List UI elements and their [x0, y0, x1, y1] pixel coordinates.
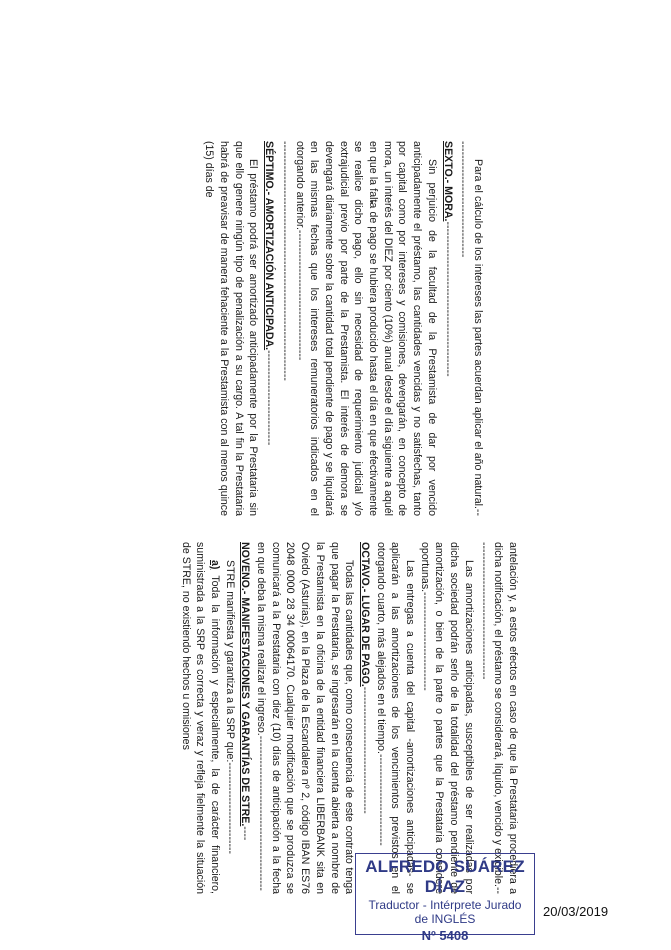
text-column-right — [178, 542, 520, 894]
heading-septimo-title: SÉPTIMO.- AMORTIZACIÓN ANTICIPADA. — [263, 141, 276, 351]
translator-stamp — [355, 853, 535, 943]
heading-noveno-title: NOVENO.- MANIFESTACIONES Y GARANTÍAS DE STRE. — [239, 542, 252, 827]
heading-sexto — [440, 141, 455, 516]
paragraph-amortizaciones-anticipadas: Las amortizaciones anticipadas, susceptibles de ser realizadas por dicha sociedad podrán serlo de la totalidad del préstamo pendiente de amortización, o bien de la parte o partes que la Prestataria considere oportunas.---------------------------- — [418, 542, 475, 894]
heading-sexto-title: SEXTO.- MORA. — [441, 141, 454, 222]
heading-septimo — [261, 141, 276, 516]
paragraph-antelacion: antelación y, a estos efectos en caso de que la Prestataria procediera a dicha notificación, el préstamo se considerará, líquido, vencido y exigible.----------------------------------------- — [477, 542, 519, 894]
stamp-role: Traductor - Intérprete Jurado — [368, 898, 522, 912]
text-column-left — [202, 141, 485, 516]
stamp-number: Nº 5408 — [421, 928, 469, 943]
stamp-language: de INGLÉS — [414, 912, 476, 926]
heading-noveno — [238, 542, 253, 894]
document-date: 20/03/2019 — [543, 904, 609, 919]
heading-octavo — [357, 542, 372, 894]
heading-noveno-fill: ---- — [239, 826, 252, 841]
heading-septimo-fill: --------------------------- — [263, 350, 276, 446]
heading-sexto-fill: -------------------------------------------- — [441, 221, 454, 377]
dash-fill-line: -------------------------------------------------------------------- — [278, 141, 291, 381]
item-a-text: Toda la información y especialmente, la de carácter financiero, suministrada a la SRP es correcta y veraz y refleja fielmente la situación de STRE, no existiendo hechos u omisiones — [179, 542, 221, 894]
paragraph-calculo: Para el cálculo de los intereses las partes acuerdan aplicar el año natural.----------------------------------- — [457, 141, 484, 516]
paragraph-lugar-pago: Todas las cantidades que, como consecuencia de este contrato tenga que pagar la Prestataria, se ingresarán en la cuenta abierta a nombre de la Prestamista en la oficina de la entidad financiera LIBERBANK sita en Oviedo (Asturias), en la Plaza de la Escandalera nº 2, código IBAN ES76 2048 0000 28 34 00064170. Cualquier modificación que se produzca se comunicará a la Prestataria con diez (10) días de anticipación a la fecha en que deba la misma realizar el ingreso.-------------------------------------------- — [255, 542, 356, 894]
heading-octavo-fill: ------------------------------------ — [358, 686, 371, 814]
heading-octavo-title: OCTAVO.- LUGAR DE PAGO. — [358, 542, 371, 687]
paragraph-entregas: Las entregas a cuenta del capital -amortizaciones anticipadas- se aplicarán a las amortizaciones de los vencimientos previstos en el otorgando cuarto, más alejados en el tiempo.-------------------------- — [374, 542, 417, 894]
paragraph-item-a — [178, 542, 222, 894]
paragraph-amortizacion: El préstamo podrá ser amortizado anticipadamente por la Prestataria sin que ello genere ningún tipo de penalización a su cargo. A tal fin la Prestataria habrá de preavisar de manera fehaciente a la Prestamista con al menos quince (15) días de — [203, 141, 260, 516]
paragraph-stre-manifiesta: STRE manifiesta y garantiza a la SRP que:-------------------------- — [223, 560, 236, 855]
paragraph-mora: Sin perjuicio de la facultad de la Prestamista de dar por vencido anticipadamente el préstamo, las cantidades vencidas y no satisfechas, tanto por capital como por intereses y comisiones, devengarán, en concepto de mora, un interés del DIEZ por ciento (10%) anual desde el día siguiente a aquél en que la falta de pago se hubiera producido hasta el día en que efectivamente se realice dicho pago, ello sin necesidad de requerimiento judicial y/o extrajudicial previo por parte de la Prestamista. El interés de demora se devengará diariamente sobre la cantidad total pendiente de pago y se liquidará en las mismas fechas que los intereses remuneratorios indicados en el otorgando anterior.------------------------------------- — [293, 141, 438, 516]
stamp-name: ALFREDO SUÁREZ DÍAZ — [365, 857, 525, 896]
item-a-marker: a) — [208, 560, 221, 570]
